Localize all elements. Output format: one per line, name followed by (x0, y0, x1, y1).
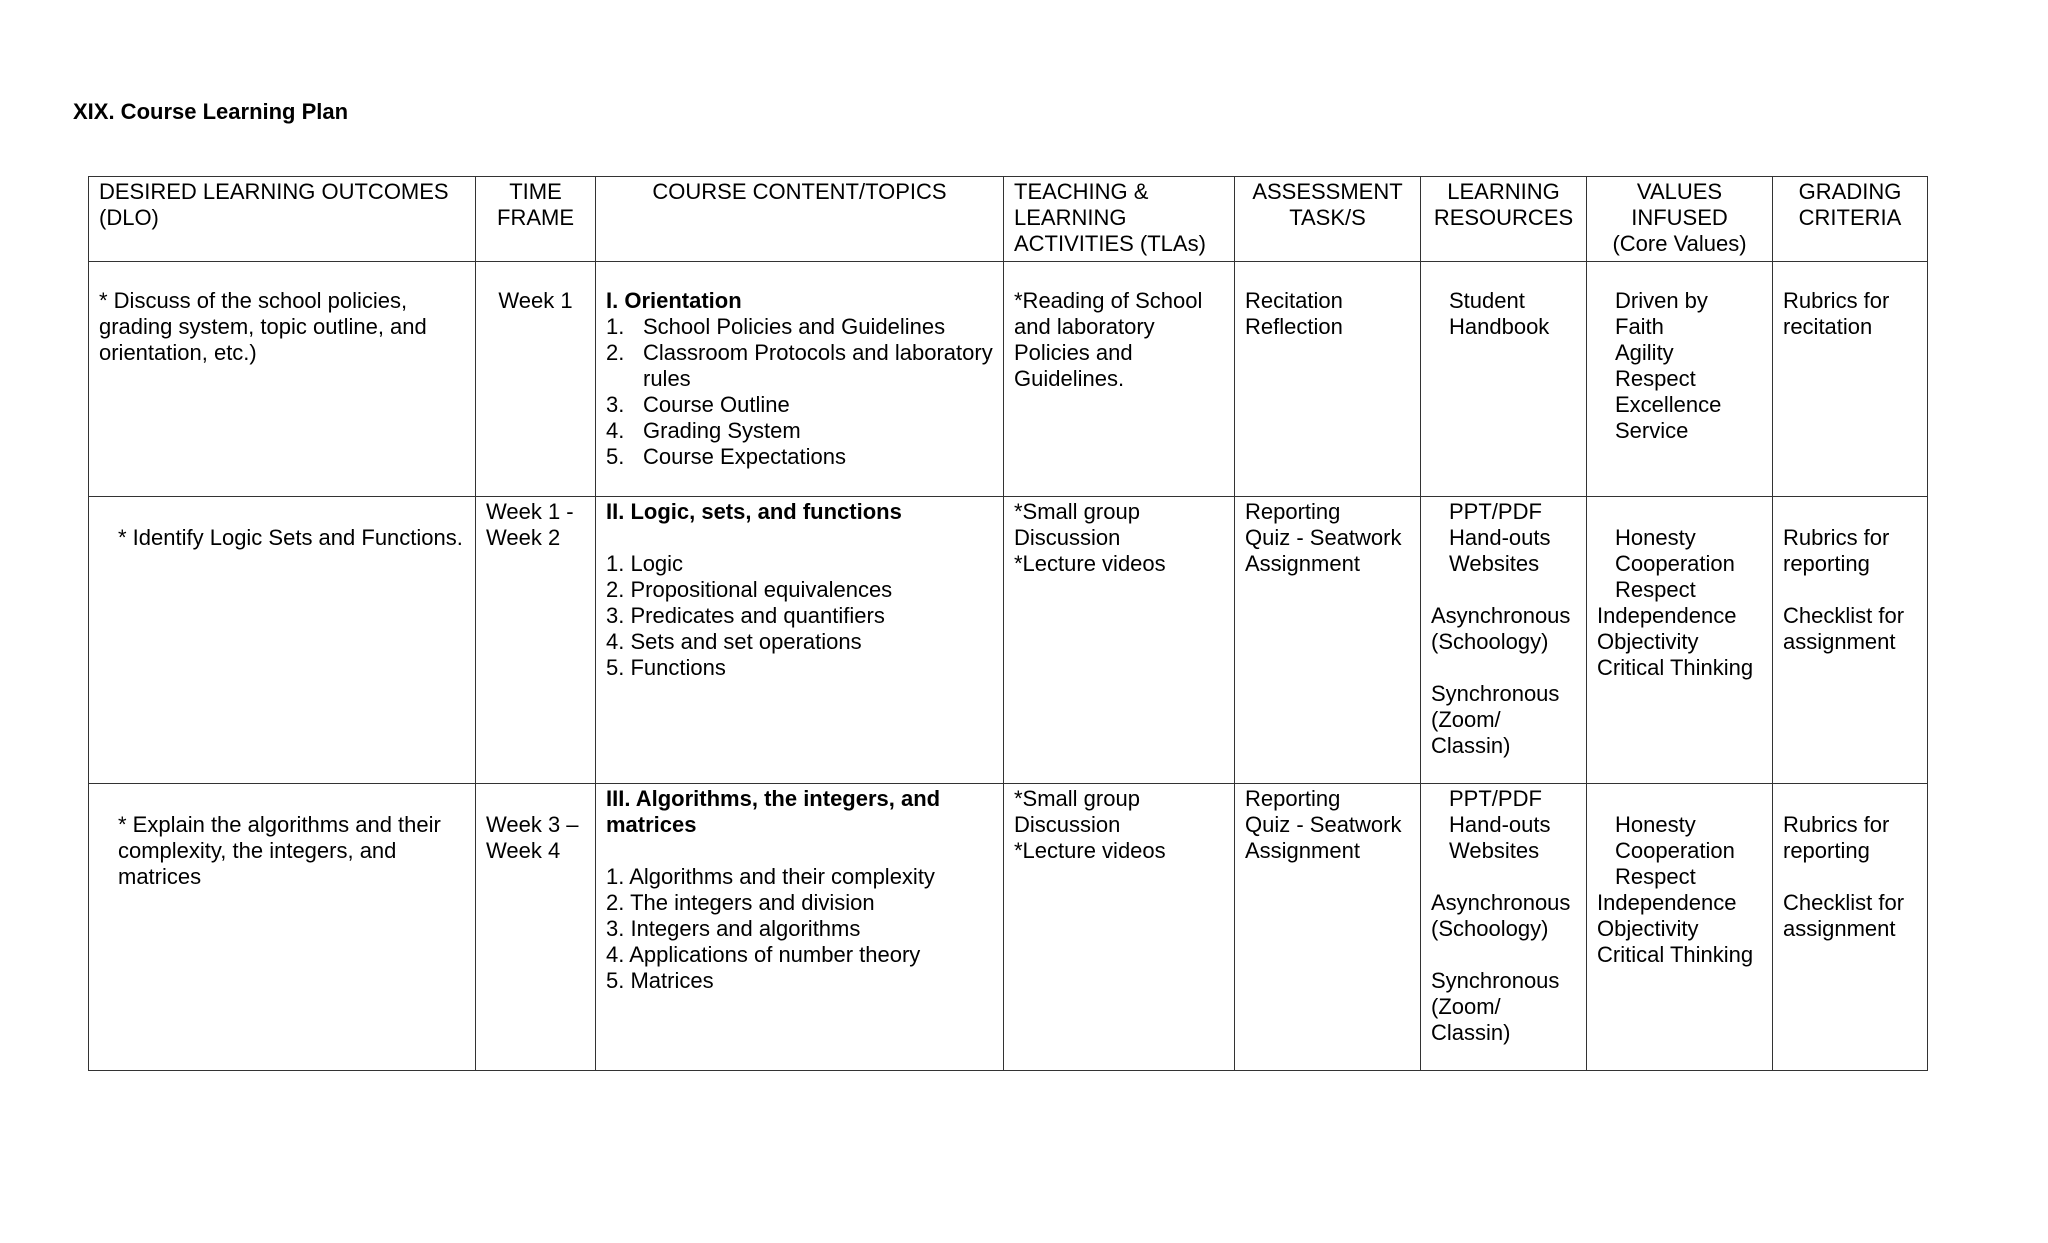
list-item: 4. Sets and set operations (606, 629, 862, 654)
list-item: 2. Classroom Protocols and laboratory rules (606, 340, 993, 391)
resource-item: Synchronous (1431, 681, 1560, 706)
list-item: 3. Integers and algorithms (606, 916, 861, 941)
resource-item: Asynchronous (1431, 603, 1571, 628)
resource-item: (Schoology) (1431, 916, 1549, 941)
content-cell (596, 262, 1004, 497)
list-item: 5. Functions (606, 655, 726, 680)
tla-item: *Small group (1014, 499, 1140, 524)
header-course-content: COURSE CONTENT/TOPICS (596, 177, 1004, 262)
resources-cell (1421, 262, 1587, 497)
resource-item: Classin) (1431, 1020, 1511, 1045)
value-item: Independence (1597, 890, 1737, 915)
value-item: Objectivity (1597, 629, 1699, 654)
dlo-cell (89, 784, 476, 1071)
grading-item: Rubrics for reporting (1783, 812, 1890, 863)
content-cell (596, 497, 1004, 784)
value-item: Respect (1615, 366, 1696, 391)
list-item: 5. Matrices (606, 968, 714, 993)
header-assessment: ASSESSMENT TASK/S (1235, 177, 1421, 262)
tla-item: *Lecture videos (1014, 551, 1166, 576)
table-header-row (89, 177, 1928, 262)
values-cell (1587, 784, 1773, 1071)
resource-item: Student (1449, 288, 1525, 313)
time-line: Week 4 (486, 838, 561, 863)
header-values-infused (1587, 177, 1773, 262)
values-cell (1587, 262, 1773, 497)
resource-item: PPT/PDF (1449, 499, 1542, 524)
content-cell (596, 784, 1004, 1071)
tla-item: *Small group (1014, 786, 1140, 811)
value-item: Independence (1597, 603, 1737, 628)
dlo-cell (89, 497, 476, 784)
resource-item: (Zoom/ (1431, 707, 1501, 732)
resource-item: Hand-outs (1449, 812, 1551, 837)
resources-cell (1421, 784, 1587, 1071)
list-item: 3. Course Outline (606, 392, 790, 417)
time-frame-cell (476, 497, 596, 784)
assessment-cell (1235, 497, 1421, 784)
assessment-item: Quiz - Seatwork (1245, 812, 1402, 837)
value-item: Driven by (1615, 288, 1708, 313)
value-item: Respect (1615, 577, 1696, 602)
list-item: 1. Algorithms and their complexity (606, 864, 935, 889)
list-item: 4. Applications of number theory (606, 942, 921, 967)
list-item: 1. Logic (606, 551, 684, 576)
header-dlo: DESIRED LEARNING OUTCOMES (DLO) (89, 177, 476, 262)
grading-item: Checklist for assignment (1783, 890, 1905, 941)
list-item: 2. Propositional equivalences (606, 577, 893, 602)
tla-cell (1004, 784, 1235, 1071)
header-values-label: VALUES INFUSED (1631, 179, 1728, 230)
dlo-text: * Identify Logic Sets and Functions. (118, 525, 463, 550)
resource-item: Classin) (1431, 733, 1511, 758)
value-item: Honesty (1615, 525, 1696, 550)
resource-item: Asynchronous (1431, 890, 1571, 915)
list-item: 2. The integers and division (606, 890, 875, 915)
value-item: Objectivity (1597, 916, 1699, 941)
content-title: I. Orientation (606, 288, 742, 313)
tla-cell (1004, 497, 1235, 784)
tla-item: Discussion (1014, 812, 1121, 837)
header-time-frame: TIME FRAME (476, 177, 596, 262)
value-item: Critical Thinking (1597, 655, 1754, 680)
content-title: II. Logic, sets, and functions (606, 499, 902, 524)
value-item: Agility (1615, 340, 1674, 365)
header-tla: TEACHING & LEARNING ACTIVITIES (TLAs) (1004, 177, 1235, 262)
header-learning-resources: LEARNING RESOURCES (1421, 177, 1587, 262)
tla-item: Discussion (1014, 525, 1121, 550)
time-frame-cell: Week 1 (476, 262, 596, 497)
list-item: 1. School Policies and Guidelines (606, 314, 946, 339)
values-cell (1587, 497, 1773, 784)
resource-item: Websites (1449, 838, 1540, 863)
value-item: Honesty (1615, 812, 1696, 837)
page-title: XIX. Course Learning Plan (73, 99, 349, 124)
assessment-item: Reporting (1245, 499, 1341, 524)
value-item: Service (1615, 418, 1689, 443)
dlo-text: * Explain the algorithms and their complexity, the integers, and matrices (118, 812, 441, 889)
resource-item: PPT/PDF (1449, 786, 1542, 811)
assessment-cell (1235, 784, 1421, 1071)
value-item: Cooperation (1615, 551, 1735, 576)
content-list (606, 864, 993, 994)
list-item: 4. Grading System (606, 418, 801, 443)
tla-cell: *Reading of School and laboratory Policies and Guidelines. (1004, 262, 1235, 497)
assessment-item: Reflection (1245, 314, 1343, 339)
grading-cell: Rubrics for recitation (1773, 262, 1928, 497)
header-values-sub: (Core Values) (1612, 231, 1747, 256)
resources-cell (1421, 497, 1587, 784)
list-item: 5. Course Expectations (606, 444, 846, 469)
content-list (606, 314, 993, 470)
assessment-item: Assignment (1245, 551, 1360, 576)
list-item: 3. Predicates and quantifiers (606, 603, 885, 628)
table-row (89, 784, 1928, 1071)
resource-item: Hand-outs (1449, 525, 1551, 550)
resource-item: Websites (1449, 551, 1540, 576)
resource-item: Synchronous (1431, 968, 1560, 993)
time-line: Week 3 – (486, 812, 579, 837)
table-row (89, 262, 1928, 497)
time-frame-cell (476, 784, 596, 1071)
assessment-item: Assignment (1245, 838, 1360, 863)
time-line: Week 1 - (486, 499, 574, 524)
grading-item: Rubrics for reporting (1783, 525, 1890, 576)
value-item: Respect (1615, 864, 1696, 889)
value-item: Critical Thinking (1597, 942, 1754, 967)
assessment-item: Reporting (1245, 786, 1341, 811)
resource-item: (Schoology) (1431, 629, 1549, 654)
content-title: III. Algorithms, the integers, and matrices (606, 786, 941, 837)
assessment-item: Recitation (1245, 288, 1343, 313)
grading-item: Checklist for assignment (1783, 603, 1905, 654)
dlo-cell: * Discuss of the school policies, grading system, topic outline, and orientation, etc.) (89, 262, 476, 497)
time-line: Week 2 (486, 525, 561, 550)
value-item: Excellence (1615, 392, 1722, 417)
resource-item: Handbook (1449, 314, 1550, 339)
assessment-cell (1235, 262, 1421, 497)
value-item: Cooperation (1615, 838, 1735, 863)
course-learning-plan-table (88, 176, 1928, 1071)
assessment-item: Quiz - Seatwork (1245, 525, 1402, 550)
value-item: Faith (1615, 314, 1664, 339)
content-list (606, 551, 993, 681)
resource-item: (Zoom/ (1431, 994, 1501, 1019)
table-row (89, 497, 1928, 784)
grading-cell (1773, 497, 1928, 784)
grading-cell (1773, 784, 1928, 1071)
header-grading-criteria: GRADING CRITERIA (1773, 177, 1928, 262)
tla-item: *Lecture videos (1014, 838, 1166, 863)
